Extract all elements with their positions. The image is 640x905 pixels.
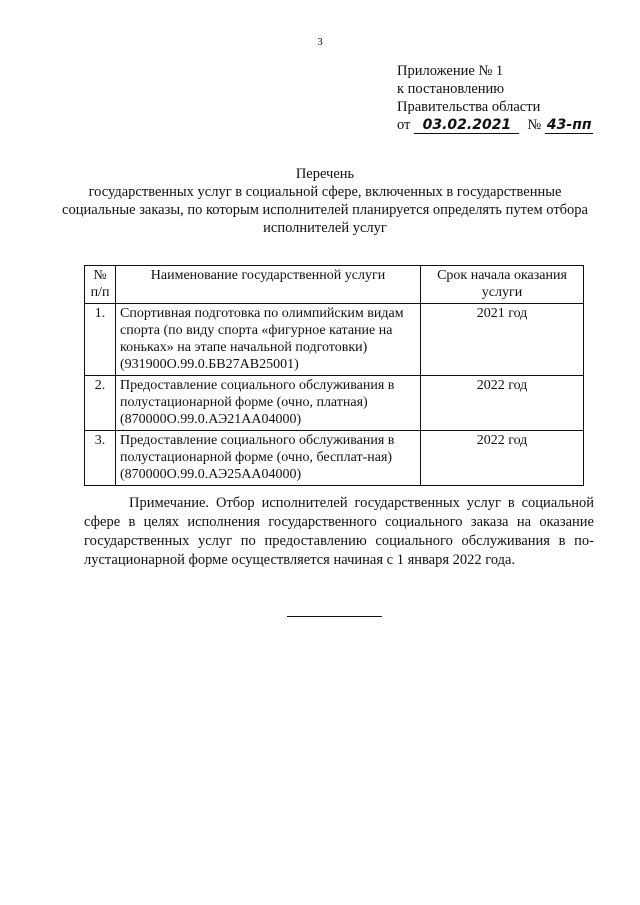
row-num: 3.	[85, 431, 116, 486]
appendix-header	[397, 62, 593, 134]
table-row	[85, 376, 584, 431]
row-start-date: 2021 год	[421, 304, 584, 376]
date-prefix: от	[397, 117, 411, 133]
appendix-date-number-row	[397, 116, 593, 134]
title-subheading: государственных услуг в социальной сфере, включенных в государственные социальные заказы, по которым исполнителей планируется определять путем отбора исполнителей услуг	[62, 184, 588, 236]
handwritten-number: 43-пп	[546, 117, 592, 133]
appendix-line-2: к постановлению	[397, 81, 505, 97]
row-start-date: 2022 год	[421, 431, 584, 486]
row-service-name: Спортивная подготовка по олимпийским видам спорта (по виду спорта «фигурное катание на коньках» на этапе начальной подготовки) (931900О.99.0.БВ27АВ25001)	[116, 304, 421, 376]
services-table	[84, 265, 584, 486]
row-num: 1.	[85, 304, 116, 376]
header-date: Срок начала оказания услуги	[421, 266, 584, 304]
handwritten-date: 03.02.2021	[414, 118, 519, 134]
table-row	[85, 431, 584, 486]
table-header-row	[85, 266, 584, 304]
header-num: № п/п	[85, 266, 116, 304]
table-row	[85, 304, 584, 376]
appendix-line-3: Правительства области	[397, 99, 541, 115]
row-service-name: Предоставление социального обслуживания в полустационарной форме (очно, платная) (870000О.99.0.АЭ21АА04000)	[116, 376, 421, 431]
row-service-name: Предоставление социального обслуживания в полустационарной форме (очно, бесплат-ная) (870000О.99.0.АЭ25АА04000)	[116, 431, 421, 486]
end-divider	[287, 616, 382, 617]
number-prefix: №	[527, 117, 542, 133]
header-name: Наименование государственной услуги	[116, 266, 421, 304]
page-number: 3	[317, 36, 323, 48]
title-heading: Перечень	[295, 166, 355, 182]
document-title	[60, 165, 590, 237]
row-num: 2.	[85, 376, 116, 431]
note-paragraph: Примечание. Отбор исполнителей государственных услуг в социальной сфере в целях исполнения государственного социального заказа на оказание государственных услуг по предоставлению социального обслуживания в по-лустационарной форме осуществляется начиная с 1 января 2022 года.	[84, 495, 594, 568]
row-start-date: 2022 год	[421, 376, 584, 431]
appendix-line-1: Приложение № 1	[397, 63, 504, 79]
